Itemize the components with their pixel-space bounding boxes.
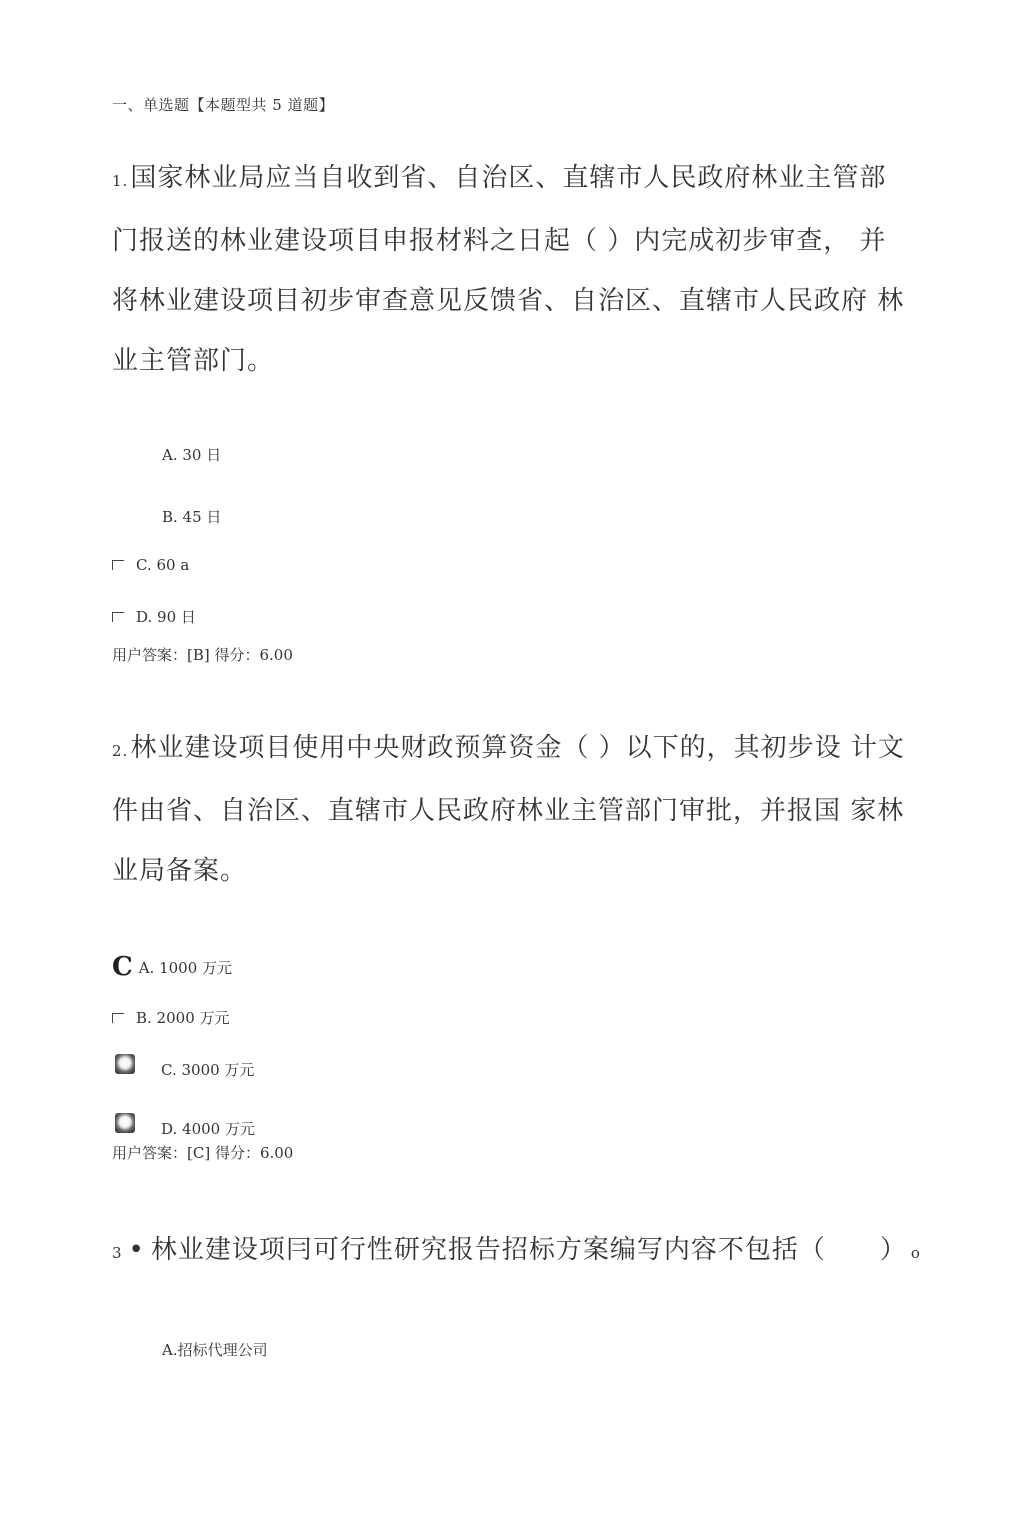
question-3-line-1: 林业建设项冃可行性研究报告招标方案编写内容不包括（ ） [150, 1235, 907, 1265]
q2-option-a-marker: C [112, 952, 133, 982]
q2-option-a-label: A. 1000 万元 [138, 958, 233, 977]
question-2-line-1: 林业建设项目使用中央财政预算资金（ ）以下的，其初步设 计文 [130, 733, 905, 763]
q2-option-d-label: D. 4000 万元 [161, 1120, 255, 1138]
checkbox-icon[interactable] [112, 612, 124, 622]
question-2-text [112, 718, 912, 901]
q1-option-b-label: B. 45 日 [162, 508, 222, 526]
q2-option-c-label: C. 3000 万元 [161, 1061, 255, 1079]
q1-option-b[interactable] [162, 506, 221, 527]
section-title: 一、单选题【本题型共 5 道题】 [112, 96, 335, 114]
question-3-number: 3 [112, 1244, 123, 1262]
question-2-line-2: 件由省、自治区、直辖市人民政府林业主管部门审批，并报国 家林 [112, 796, 905, 826]
q2-option-b[interactable] [112, 1007, 230, 1028]
q2-user-answer: 用户答案：[C] 得分：6.00 [112, 1144, 294, 1162]
q1-option-d-label: D. 90 日 [136, 608, 196, 626]
q1-option-c-label: C. 60 a [136, 556, 190, 574]
question-3-bullet: • [128, 1235, 145, 1265]
question-3-suffix: o [910, 1244, 921, 1262]
q2-option-a[interactable] [112, 952, 232, 982]
checkbox-icon[interactable] [112, 560, 124, 570]
q1-option-a-label: A. 30 日 [162, 446, 222, 464]
question-1-text [112, 148, 912, 391]
q3-option-a[interactable] [162, 1339, 268, 1360]
question-1-line-1: 国家林业局应当自收到省、自治区、直辖市人民政府林业主管部 [130, 163, 887, 193]
question-1-line-2: 门报送的林业建设项目申报材料之日起（ ）内完成初步审查， 并 [112, 226, 887, 256]
checkbox-icon[interactable] [112, 1013, 124, 1023]
radio-button-icon[interactable] [115, 1054, 135, 1074]
question-2-line-3: 业局备案。 [112, 856, 248, 886]
question-1-line-4: 业主管部门。 [112, 346, 275, 376]
q1-option-a[interactable] [162, 444, 221, 465]
radio-button-icon[interactable] [115, 1113, 135, 1133]
question-1-line-3: 将林业建设项目初步审查意见反馈省、自治区、直辖市人民政府 林 [112, 286, 905, 316]
question-3-text [112, 1220, 921, 1283]
q1-option-c[interactable] [112, 556, 189, 574]
q2-option-c[interactable] [115, 1053, 255, 1079]
q1-option-d[interactable] [112, 606, 196, 627]
question-1-number: 1. [112, 172, 129, 190]
q2-option-b-label: B. 2000 万元 [136, 1009, 230, 1027]
q1-user-answer: 用户答案：[B] 得分：6.00 [112, 646, 293, 664]
question-2-number: 2. [112, 742, 129, 760]
q3-option-a-label: A.招标代理公司 [162, 1341, 268, 1359]
q2-option-d[interactable] [115, 1112, 255, 1138]
